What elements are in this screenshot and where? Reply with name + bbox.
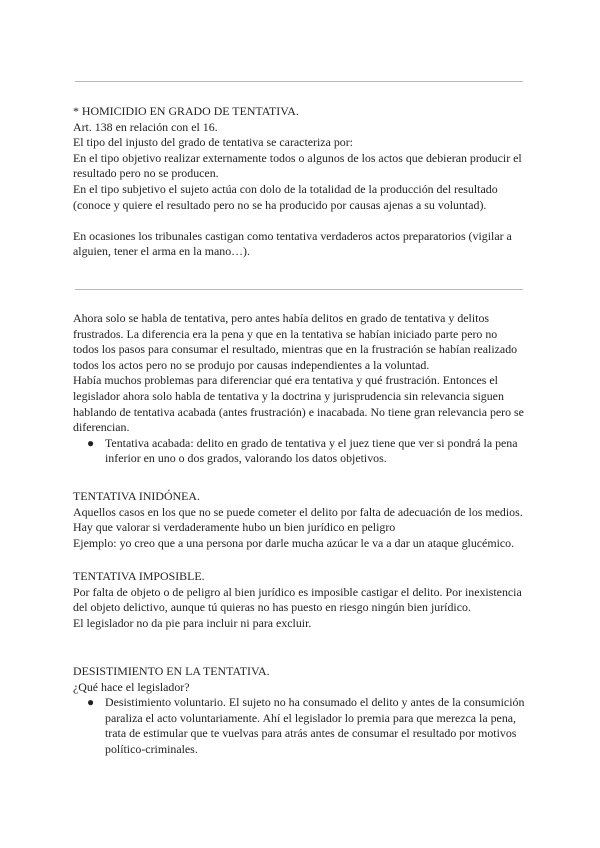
section-tentativa-imposible bbox=[73, 569, 525, 631]
paragraph: Aquellos casos en los que no se puede cometer el delito por falta de adecuación de los medios. Hay que valorar si verdaderamente hubo un bien jurídico en peligro bbox=[73, 504, 523, 535]
paragraph: Ahora solo se habla de tentativa, pero antes había delitos en grado de tentativa y delitos frustrados. La diferencia era la pena y que en la tentativa se habían iniciado parte pero no todos los pasos para consumar el resultado, mientras que en la frustración se habían realizado todos los actos pero no se produjo por causas independientes a la voluntad. bbox=[73, 311, 518, 372]
list-item bbox=[73, 436, 525, 467]
list-item-text: Desistimiento voluntario. El sujeto no ha consumado el delito y antes de la consumición paraliza el acto voluntariamente. Ahí el legislador lo premia para que merezca la pena, trata de estimular que te vuelvas para atrás antes de consumar el resultado por motivos político-criminales. bbox=[105, 695, 525, 756]
paragraph: El legislador no da pie para incluir ni para excluir. bbox=[73, 615, 312, 630]
section-homicidio-tentativa bbox=[73, 104, 525, 260]
horizontal-rule bbox=[75, 289, 523, 290]
bullet-icon: ● bbox=[87, 435, 95, 450]
section-heading: DESISTIMIENTO EN LA TENTATIVA. bbox=[73, 664, 270, 678]
paragraph: En el tipo objetivo realizar externamente todos o algunos de los actos que debieran producir el resultado pero no se producen. bbox=[73, 150, 522, 181]
section-heading: TENTATIVA IMPOSIBLE. bbox=[73, 569, 205, 583]
list-item bbox=[73, 695, 525, 757]
paragraph: Había muchos problemas para diferenciar qué era tentativa y qué frustración. Entonces el legislador ahora solo habla de tentativa y la doctrina y jurisprudencia sin relevancia siguen hablando de tentativa acabada (antes frustración) e inacabada. No tiene gran relevancia pero se diferencian. bbox=[73, 373, 524, 435]
section-tentativa-inidonea bbox=[73, 489, 525, 551]
paragraph: Art. 138 en relación con el 16. bbox=[73, 119, 218, 134]
horizontal-rule bbox=[75, 81, 523, 82]
paragraph: En ocasiones los tribunales castigan como tentativa verdaderos actos preparatorios (vigilar a alguien, tener el arma en la mano…). bbox=[73, 228, 512, 259]
section-desistimiento bbox=[73, 664, 525, 758]
section-tentativa-frustracion bbox=[73, 311, 525, 467]
paragraph: ¿Qué hace el legislador? bbox=[73, 679, 190, 694]
paragraph: El tipo del injusto del grado de tentativa se caracteriza por: bbox=[73, 135, 353, 150]
section-heading: TENTATIVA INIDÓNEA. bbox=[73, 489, 200, 503]
section-heading: * HOMICIDIO EN GRADO DE TENTATIVA. bbox=[73, 104, 299, 118]
paragraph: Ejemplo: yo creo que a una persona por darle mucha azúcar le va a dar un ataque glucémico. bbox=[73, 535, 515, 550]
bullet-icon: ● bbox=[87, 695, 95, 710]
paragraph: En el tipo subjetivo el sujeto actúa con dolo de la totalidad de la producción del resultado (conoce y quiere el resultado pero no se ha producido por causas ajenas a su voluntad). bbox=[73, 181, 498, 212]
paragraph: Por falta de objeto o de peligro al bien jurídico es imposible castigar el delito. Por inexistencia del objeto delictivo, aunque tú quieras no has puesto en riesgo ningún bien jurídico. bbox=[73, 584, 522, 615]
list-item-text: Tentativa acabada: delito en grado de tentativa y el juez tiene que ver si pondrá la pena inferior en uno o dos grados, valorando los datos objetivos. bbox=[105, 435, 518, 466]
